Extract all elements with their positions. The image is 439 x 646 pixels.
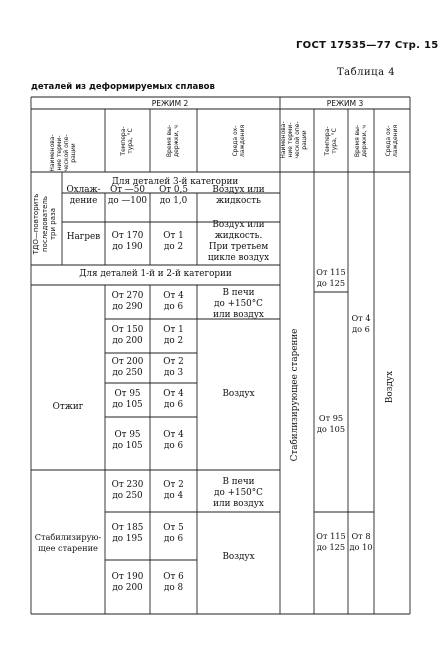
mode3-hold-2: От 8 до 10 [349,531,373,552]
stabilization-row2-temp: От 185 до 195 [111,523,144,544]
table-subtitle: деталей из деформируемых сплавов [31,82,215,92]
mode3-temp-2: От 95 до 105 [316,413,346,434]
stabilization-medium-air: Воздух [222,552,255,562]
category3-side-label: ТДО—повторить последователь три раза [32,193,57,255]
anneal-label: Отжиг [52,402,84,412]
mode3-medium: Воздух [385,370,395,404]
stabilization-row3-temp: От 190 до 200 [111,572,144,593]
category3-row2-medium: Воздух или жидкость. При третьем цикле воздух [207,220,270,263]
stabilization-row1-hold: От 2 до 4 [163,480,184,501]
category3-row2-temp: От 170 до 190 [111,231,144,252]
category3-row1-hold: От 0,5 до 1,0 [159,185,188,206]
anneal-row3-hold: От 2 до 3 [163,357,184,378]
anneal-medium-air: Воздух [222,389,255,399]
anneal-row5-temp: От 95 до 105 [112,430,143,451]
column-header-temp-mode3: Темпера- тура, °С [324,126,338,156]
anneal-row4-temp: От 95 до 105 [112,389,143,410]
mode3-operation: Стабилизирующее старение [290,328,300,462]
anneal-row3-temp: От 200 до 250 [111,357,144,378]
stabilization-row2-hold: От 5 до 6 [163,523,184,544]
column-header-op-name: Наименова- ние терми- ческой опе- рации [49,134,77,172]
anneal-row1-temp: От 270 до 290 [111,291,144,312]
column-header-hold: Время вы- держки, ч [166,124,180,158]
group-header-mode3: РЕЖИМ 3 [326,99,364,108]
stabilization-medium-furnace: В печи до +150°С или воздух [213,477,264,509]
column-header-hold-mode3: Время вы- держки, ч [354,124,368,158]
category3-row1-temp: От —50 до —100 [107,185,148,206]
stabilization-label: Стабилизирую- щее старение [34,532,102,553]
category3-heading: Для деталей 3-й категории [111,177,239,187]
category3-row1-op: Охлаж- дение [66,185,101,206]
category12-heading: Для деталей 1-й и 2-й категории [79,269,232,279]
anneal-medium-furnace: В печи до +150°С или воздух [213,288,264,320]
anneal-row2-hold: От 1 до 2 [163,325,184,346]
column-header-temp: Темпера- тура, °С [120,126,134,156]
anneal-row4-hold: От 4 до 6 [163,389,184,410]
table-number: Таблица 4 [337,67,396,78]
group-header-mode2: РЕЖИМ 2 [151,99,189,108]
mode3-temp-1: От 115 до 125 [316,267,346,288]
column-header-medium-mode3: Среда ох- лаждения [385,124,399,158]
anneal-row2-temp: От 150 до 200 [111,325,144,346]
mode3-hold-1: От 4 до 6 [351,313,371,334]
category3-row2-hold: От 1 до 2 [163,231,184,252]
anneal-row5-hold: От 4 до 6 [163,430,184,451]
anneal-row1-hold: От 4 до 6 [163,291,184,312]
page-header-gost: ГОСТ 17535—77 Стр. 15 [296,40,439,51]
category3-row2-op: Нагрев [66,232,101,242]
stabilization-row3-hold: От 6 до 8 [163,572,184,593]
stabilization-row1-temp: От 230 до 250 [111,480,144,501]
column-header-op-name-mode3: Наименова- ние терми- ческой опе- рации [280,121,308,159]
column-header-medium: Среда ох- лаждения [232,124,246,158]
category3-row1-medium: Воздух или жидкость [212,185,265,206]
mode3-temp-3: От 115 до 125 [316,531,346,552]
